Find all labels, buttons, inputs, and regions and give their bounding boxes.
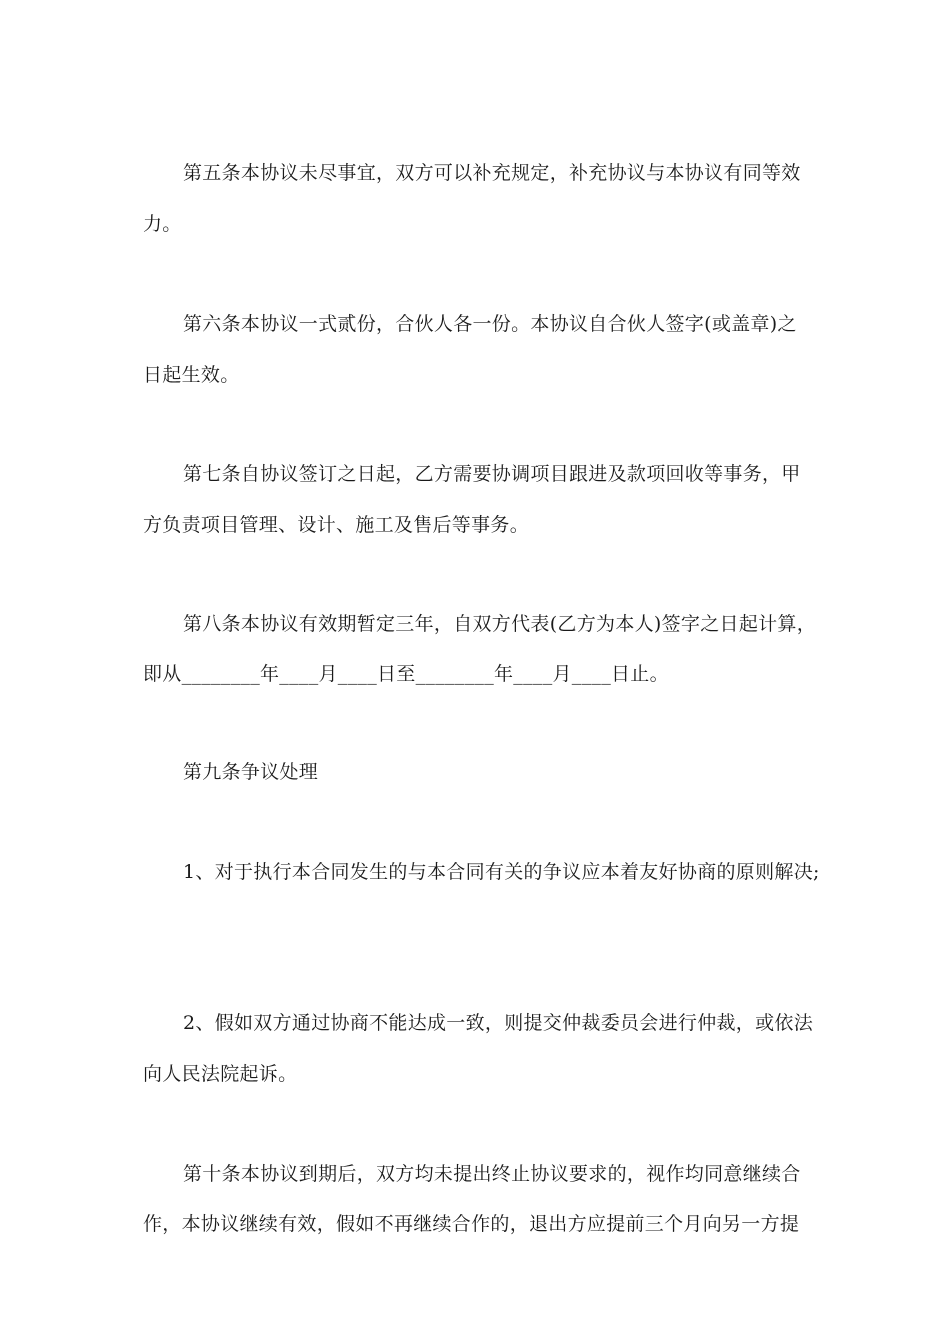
article7-line2: 方负责项目管理、设计、施工及售后等事务。 xyxy=(143,514,530,536)
article9-item2-line1: 2、假如双方通过协商不能达成一致，则提交仲裁委员会进行仲裁，或依法 xyxy=(183,1012,813,1034)
article5-line1: 第五条本协议未尽事宜，双方可以补充规定，补充协议与本协议有同等效 xyxy=(183,162,801,184)
article5-line2: 力。 xyxy=(143,213,182,235)
article7-line1: 第七条自协议签订之日起，乙方需要协调项目跟进及款项回收等事务，甲 xyxy=(183,463,801,485)
article8-line1: 第八条本协议有效期暂定三年，自双方代表(乙方为本人)签字之日起计算， xyxy=(183,613,817,635)
article10-line1: 第十条本协议到期后，双方均未提出终止协议要求的，视作均同意继续合 xyxy=(183,1163,801,1185)
article6-line1: 第六条本协议一式贰份，合伙人各一份。本协议自合伙人签字(或盖章)之 xyxy=(183,313,797,335)
article8-line2: 即从________年____月____日至________年____月____日止。 xyxy=(143,663,669,685)
article9-item1: 1、对于执行本合同发生的与本合同有关的争议应本着友好协商的原则解决; xyxy=(183,861,820,883)
article6-line2: 日起生效。 xyxy=(143,364,240,386)
article9-title: 第九条争议处理 xyxy=(183,761,319,783)
article9-item2-line2: 向人民法院起诉。 xyxy=(143,1063,298,1085)
article10-line2: 作，本协议继续有效，假如不再继续合作的，退出方应提前三个月向另一方提 xyxy=(143,1213,800,1235)
